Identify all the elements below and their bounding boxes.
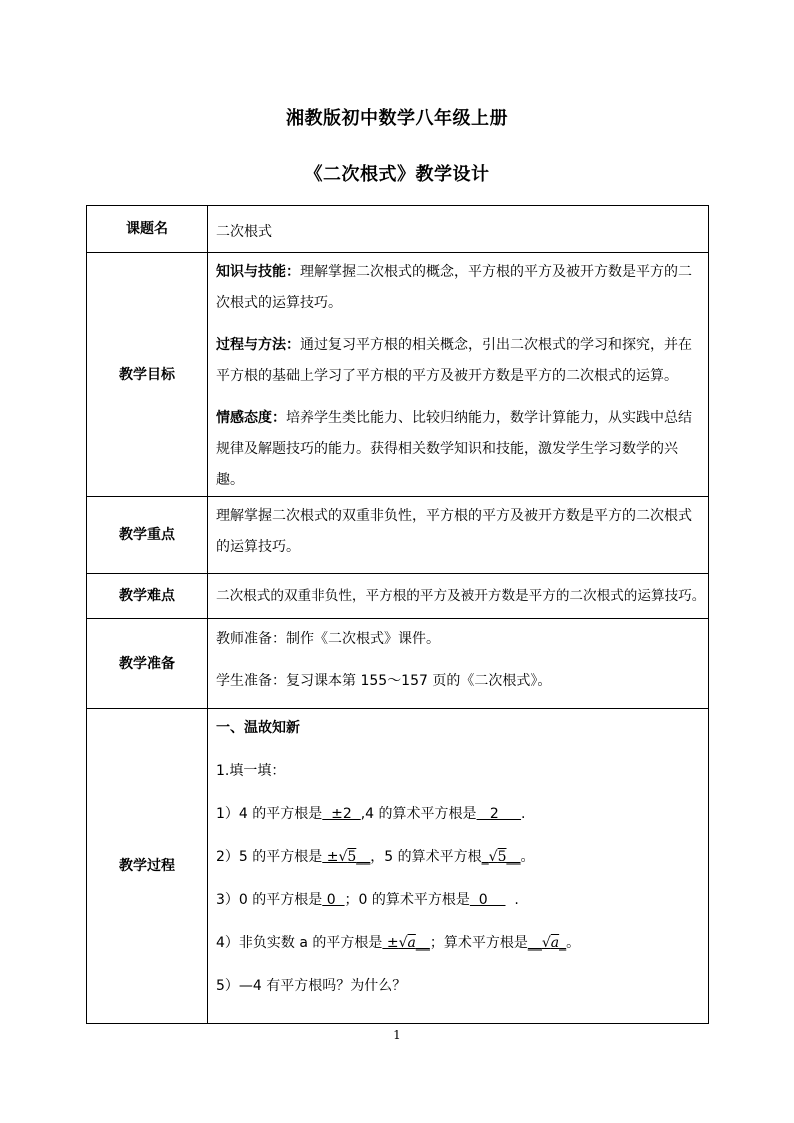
document-subtitle: 《二次根式》教学设计 — [304, 164, 490, 185]
q1-text-c: . — [521, 806, 526, 822]
row-difficulty — [87, 574, 709, 619]
difficulty-text: 二次根式的双重非负性，平方根的平方及被开方数是平方的二次根式的运算技巧。 — [216, 588, 706, 604]
page-number: 1 — [393, 1028, 401, 1042]
question-4 — [216, 931, 703, 955]
goal-emotion-text: 培养学生类比能力、比较归纳能力，数学计算能力，从实践中总结规律及解题技巧的能力。获得相关数学知识和技能，激发学生学习数学的兴趣。 — [216, 410, 692, 488]
process-section-title: 一、温故知新 — [216, 720, 300, 736]
q4-answer-2-radicand: a — [550, 935, 560, 951]
label-topic: 课题名 — [87, 206, 208, 253]
q4-text-b: ；算术平方根是 — [429, 935, 528, 951]
sqrt-symbol: √ — [398, 935, 408, 951]
goal-process — [216, 330, 703, 392]
q2-answer-2: _√5__ — [481, 849, 521, 865]
q4-text-c: 。 — [566, 935, 581, 951]
goal-process-text: 通过复习平方根的相关概念，引出二次根式的学习和探究，并在平方根的基础上学习了平方根的平方及被开方数是平方的二次根式的运算。 — [216, 337, 692, 384]
q2-answer-2-radicand: 5 — [497, 849, 507, 865]
q4-answer-1-sign: ± — [382, 935, 399, 951]
fill-title: 1.填一填： — [216, 763, 286, 779]
q4-answer-2: __√a_ — [527, 935, 567, 951]
q4-answer-1-radicand: a — [407, 935, 416, 951]
q1-answer-2: 2 — [476, 806, 522, 822]
value-preparation — [208, 619, 709, 709]
q2-answer-1-sign: ± — [322, 849, 339, 865]
row-goals — [87, 253, 709, 497]
goal-knowledge — [216, 257, 703, 319]
question-1 — [216, 802, 703, 826]
q1-answer-1: ±2 — [322, 806, 361, 822]
goal-knowledge-text: 理解掌握二次根式的概念，平方根的平方及被开方数是平方的二次根式的运算技巧。 — [216, 264, 692, 311]
sqrt-symbol: √ — [488, 849, 498, 865]
row-process — [87, 709, 709, 1024]
q3-text-c: . — [505, 892, 519, 908]
label-process: 教学过程 — [87, 709, 208, 1024]
q2-answer-1-radicand: 5 — [347, 849, 357, 865]
label-difficulty: 教学难点 — [87, 574, 208, 619]
goal-emotion — [216, 403, 703, 496]
prep-teacher: 教师准备：制作《二次根式》课件。 — [216, 631, 440, 647]
topic-text: 二次根式 — [216, 224, 272, 240]
goal-emotion-head: 情感态度： — [216, 410, 286, 426]
q3-text-b: ；0 的算术平方根是 — [344, 892, 470, 908]
value-process — [208, 709, 709, 1024]
document-title: 湘教版初中数学八年级上册 — [286, 108, 508, 129]
q2-text-a: 2）5 的平方根是 — [216, 849, 323, 865]
value-goals — [208, 253, 709, 497]
sqrt-symbol: √ — [338, 849, 348, 865]
q1-text-b: ,4 的算术平方根是 — [360, 806, 477, 822]
q1-text-a: 1）4 的平方根是 — [216, 806, 323, 822]
goal-knowledge-head: 知识与技能： — [216, 264, 300, 280]
q3-text-a: 3）0 的平方根是 — [216, 892, 323, 908]
key-point-text: 理解掌握二次根式的双重非负性，平方根的平方及被开方数是平方的二次根式的运算技巧。 — [216, 508, 692, 555]
value-topic — [208, 206, 709, 253]
row-topic — [87, 206, 709, 253]
q2-text-b: ，5 的算术平方根 — [370, 849, 482, 865]
question-3 — [216, 888, 703, 912]
lesson-plan-table — [86, 205, 709, 1024]
q2-answer-1: ±√5__ — [322, 849, 371, 865]
q2-text-c: 。 — [520, 849, 535, 865]
row-preparation — [87, 619, 709, 709]
label-goals: 教学目标 — [87, 253, 208, 497]
prep-student: 学生准备：复习课本第 155～157 页的《二次根式》。 — [216, 673, 552, 689]
label-preparation: 教学准备 — [87, 619, 208, 709]
q4-text-a: 4）非负实数 a 的平方根是 — [216, 935, 383, 951]
question-5: 5）—4 有平方根吗？为什么？ — [216, 978, 407, 994]
row-key-point — [87, 497, 709, 574]
q3-answer-1: 0 — [322, 892, 345, 908]
question-2 — [216, 845, 703, 869]
value-key-point — [208, 497, 709, 574]
goal-process-head: 过程与方法： — [216, 337, 300, 353]
q4-answer-1: ±√a__ — [382, 935, 430, 951]
q3-answer-2: 0 — [469, 892, 506, 908]
value-difficulty — [208, 574, 709, 619]
label-key-point: 教学重点 — [87, 497, 208, 574]
sqrt-symbol: √ — [541, 935, 551, 951]
